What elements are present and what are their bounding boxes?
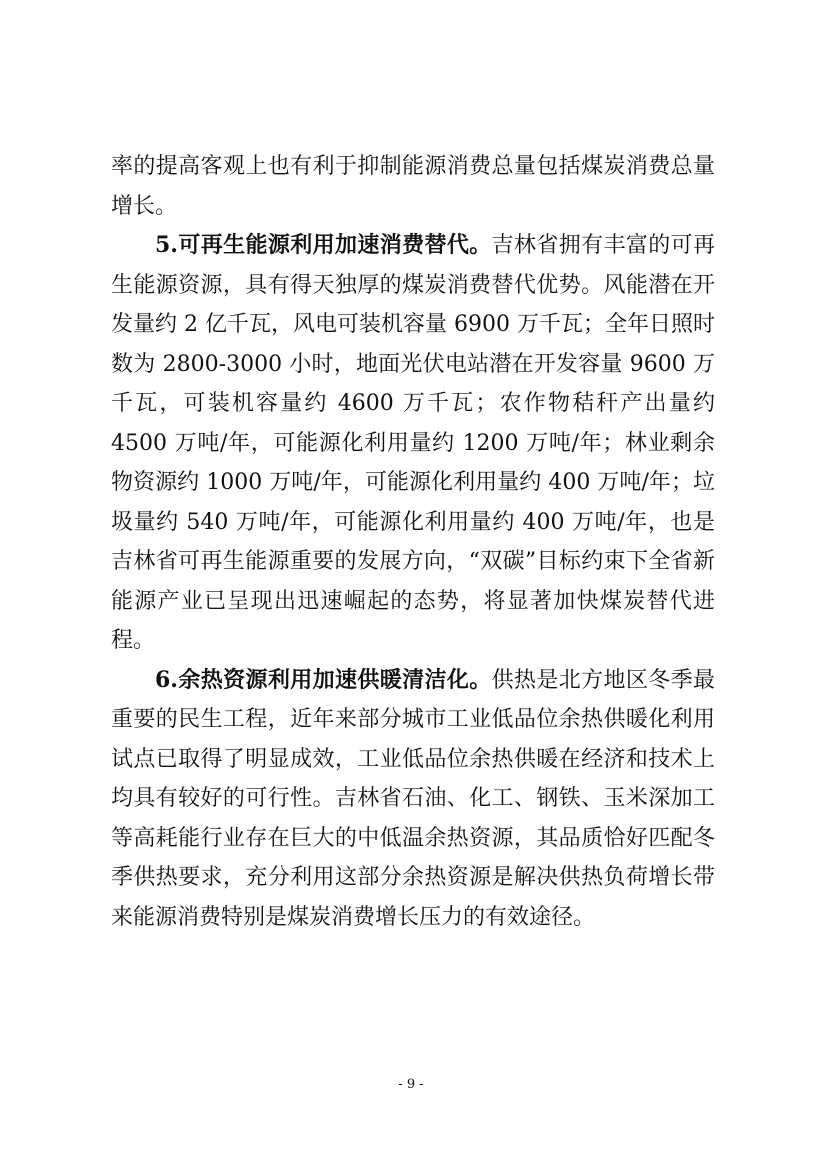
paragraph-text: 吉林省拥有丰富的可再生能源资源，具有得天独厚的煤炭消费替代优势。风能潜在开发量约 2 亿千瓦，风电可装机容量 6900 万千瓦；全年日照时数为 2800-3000 小时，地面光伏电站潜在开发容量 9600 万千瓦，可装机容量约 4600 万千瓦；农作物秸秆产出量约 4500 万吨/年，可能源化利用量约 1200 万吨/年；林业剩余物资源约 1000 万吨/年，可能源化利用量约 400 万吨/年；垃圾量约 540 万吨/年，可能源化利用量约 400 万吨/年，也是吉林省可再生能源重要的发展方向，“双碳”目标约束下全省新能源产业已呈现出迅速崛起的态势，将显著加快煤炭替代进程。 bbox=[111, 233, 715, 653]
paragraph-text: 供热是北方地区冬季最重要的民生工程，近年来部分城市工业低品位余热供暖化利用试点已取得了明显成效，工业低品位余热供暖在经济和技术上均具有较好的可行性。吉林省石油、化工、钢铁、玉米深加工等高耗能行业存在巨大的中低温余热资源，其品质恰好匹配冬季供热要求，充分利用这部分余热资源是解决供热负荷增长带来能源消费特别是煤炭消费增长压力的有效途径。 bbox=[111, 667, 715, 930]
section-heading-6: 6.余热资源利用加速供暖清洁化。 bbox=[155, 666, 492, 693]
page-number: - 9 - bbox=[398, 1077, 424, 1092]
paragraph-renewable-energy bbox=[111, 226, 715, 661]
paragraph-continuation bbox=[111, 147, 715, 226]
paragraph-waste-heat bbox=[111, 661, 715, 938]
body-text bbox=[111, 147, 715, 937]
section-heading-5: 5.可再生能源利用加速消费替代。 bbox=[155, 232, 492, 258]
paragraph-text: 率的提高客观上也有利于抑制能源消费总量包括煤炭消费总量增长。 bbox=[111, 154, 715, 219]
